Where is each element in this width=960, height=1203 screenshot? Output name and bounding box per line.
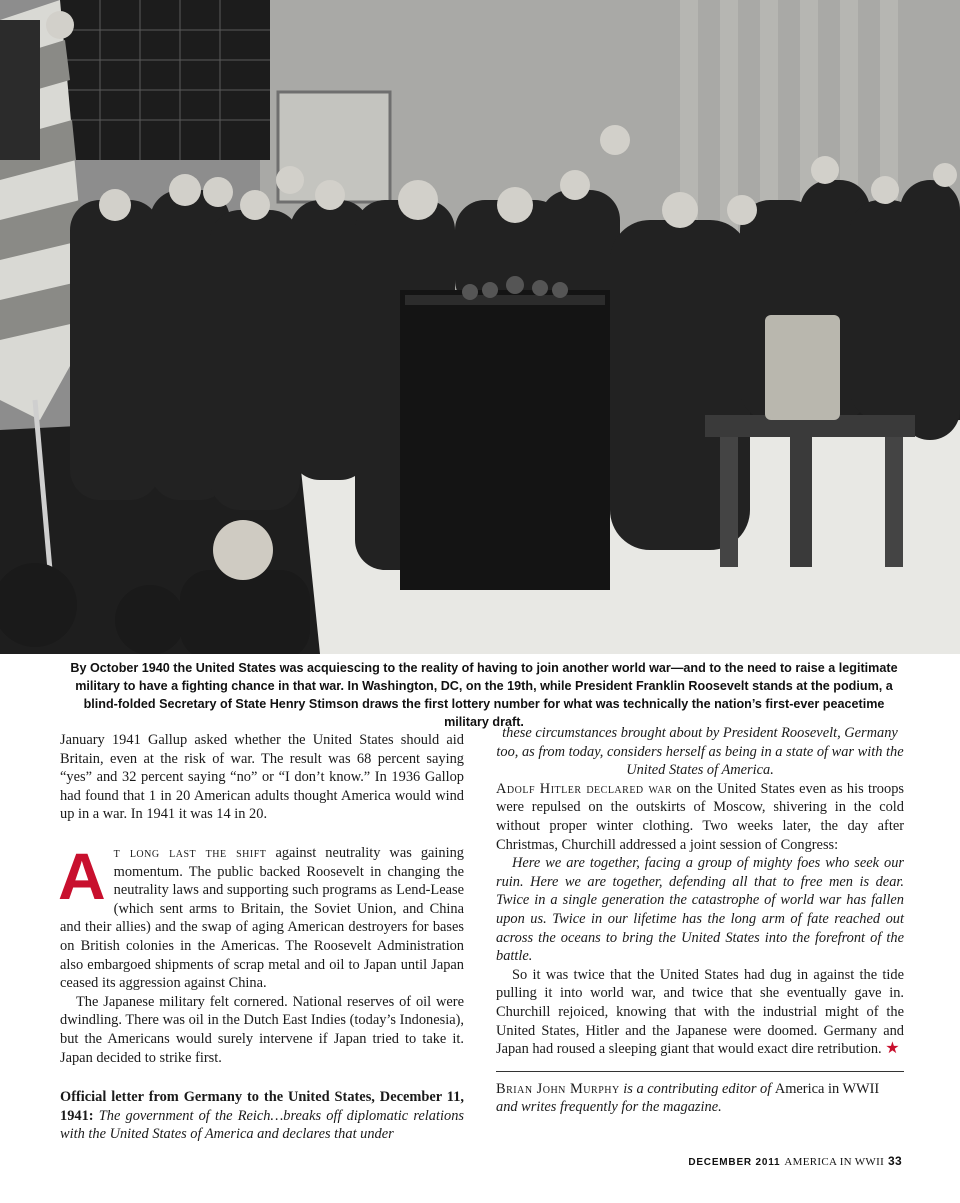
folio-date: DECEMBER 2011 xyxy=(688,1157,781,1168)
author-bio xyxy=(496,1080,904,1117)
right-column xyxy=(496,724,904,1117)
paragraph-shift-body: against neutrality was gaining momentum. The public backed Roosevelt in changing the neutrality laws and supporting such programs as Lend-Lease (which sent arms to Britain, the Soviet Union, and China and their allies) and the swap of aging American destroyers for bases on British colonies in the Americas. The Roosevelt Administration also embargoed shipments of scrap metal and oil to Japan until Japan ceased its aggression against China. xyxy=(60,844,465,992)
photo-caption: By October 1940 the United States was acquiescing to the reality of having to join another world war—and to the need to raise a legitimate military to have a fighting chance in that war. In Washington, DC, on the 19th, while President Franklin Roosevelt stands at the podium, a blind-folded Secretary of State Henry Stimson draws the first lottery number for what was technically the nation’s first-ever peacetime military draft. xyxy=(70,661,898,729)
magazine-name: America in WWII xyxy=(774,1080,880,1097)
paragraph-conclusion-body: So it was twice that the United States had dug in against the tide pulling it into world war, and twice that she eventually gave in. Churchill rejoiced, knowing that with the industrial might of the United States, Hitler and the Japanese were doomed. Germany and Japan had roused a sleeping giant that would exact dire retribution. xyxy=(496,966,904,1058)
page-number: 33 xyxy=(888,1154,902,1168)
paragraph-gallup: January 1941 Gallup asked whether the United States should aid Britain, even at the risk of war. The result was 68 percent saying “yes” and 32 percent saying “no” or “I don’t know.” In 1936 Gallop had found that 1 in 20 American adults thought America would wind up in a war. In 1941 it was 14 in 20. xyxy=(60,732,464,823)
paragraph-hitler-body: on the United States even as his troops were repulsed on the outskirts of Moscow, shivering in the cold without proper winter clothing. Two weeks later, the day after Christmas, Churchill addressed a joint session of Congress: xyxy=(496,780,904,853)
left-column xyxy=(60,731,464,1144)
letter-quote: The government of the Reich…breaks off diplomatic relations with the United States of America and declares that under xyxy=(60,1107,464,1143)
paragraph-lead-in: t long last the shift xyxy=(113,844,267,861)
folio-magazine: AMERICA IN WWII xyxy=(784,1156,885,1168)
paragraph-shift xyxy=(58,838,465,993)
paragraph-japan: The Japanese military felt cornered. National reserves of oil were dwindling. There was oil in the Dutch East Indies (today’s Indonesia), but the Americans would surely intervene if Japan tried to take it. Japan decided to strike first. xyxy=(60,993,464,1066)
end-star-icon: ★ xyxy=(885,1040,900,1058)
author-name: Brian John Murphy xyxy=(496,1080,620,1097)
page-folio xyxy=(688,1154,902,1168)
churchill-quote: Here we are together, facing a group of mighty foes who seek our ruin. Here we are together, defending all that to free men is dear. Twice in a single generation the catastrophe of world war has fallen upon us. Twice in our lifetime has the long arm of fate reached out across the oceans to bring the United States into the forefront of the battle. xyxy=(496,855,904,965)
author-bio-mid: is a contributing editor of xyxy=(619,1080,775,1097)
paragraph-conclusion xyxy=(496,966,904,1059)
drop-cap: A xyxy=(58,838,106,913)
author-bio-end: and writes frequently for the magazine. xyxy=(496,1099,722,1116)
paragraph-hitler xyxy=(496,780,904,854)
letter-quote-continued: these circumstances brought about by President Roosevelt, Germany too, as from today, considers herself as being in a state of war with the United States of America. xyxy=(496,725,904,779)
bio-divider xyxy=(496,1071,904,1072)
letter-heading: Official letter from Germany to the United States, December 11, 1941: xyxy=(60,1089,464,1124)
letter-excerpt xyxy=(60,1088,464,1144)
paragraph-lead-in: Adolf Hitler declared war xyxy=(496,780,673,797)
